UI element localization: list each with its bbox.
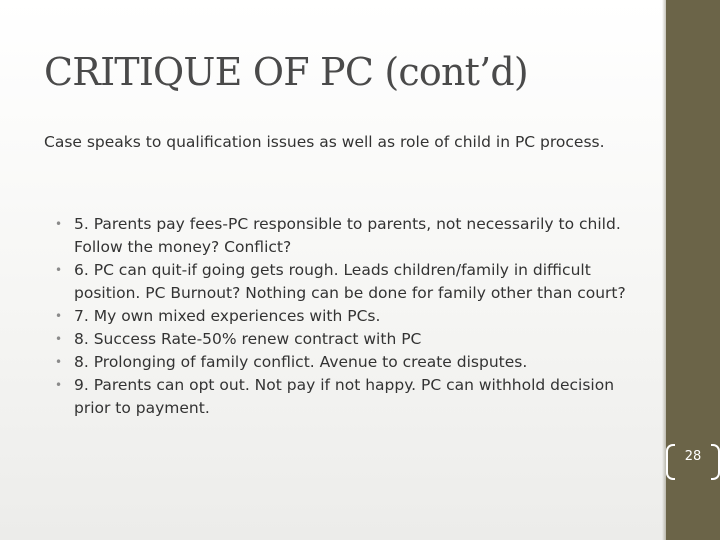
bullet-text: 6. PC can quit-if going gets rough. Leads children/family in difficult position. PC Burnout? Nothing can be done for family other than court? — [74, 261, 626, 302]
list-item — [44, 351, 634, 374]
page-number: 28 — [684, 449, 702, 464]
list-item — [44, 259, 634, 305]
bullet-icon: • — [55, 332, 63, 346]
list-item — [44, 328, 634, 351]
bullet-icon: • — [55, 217, 63, 231]
bullet-text: 8. Prolonging of family conflict. Avenue to create disputes. — [74, 353, 528, 371]
page-number-badge — [666, 444, 720, 478]
slide-title: CRITIQUE OF PC (cont’d) — [44, 50, 528, 94]
bullet-text: 5. Parents pay fees-PC responsible to parents, not necessarily to child. Follow the money? Conflict? — [74, 215, 621, 256]
list-item — [44, 305, 634, 328]
right-bracket-icon — [711, 444, 720, 480]
bullet-icon: • — [55, 263, 63, 277]
bullet-text: 8. Success Rate-50% renew contract with PC — [74, 330, 422, 348]
bullet-icon: • — [55, 378, 63, 392]
bullet-list — [44, 213, 634, 420]
bullet-icon: • — [55, 309, 63, 323]
intro-paragraph: Case speaks to qualification issues as well as role of child in PC process. — [44, 133, 605, 151]
bullet-text: 7. My own mixed experiences with PCs. — [74, 307, 381, 325]
list-item — [44, 374, 634, 420]
list-item — [44, 213, 634, 259]
bullet-text: 9. Parents can opt out. Not pay if not happy. PC can withhold decision prior to payment. — [74, 376, 615, 417]
bullet-icon: • — [55, 355, 63, 369]
